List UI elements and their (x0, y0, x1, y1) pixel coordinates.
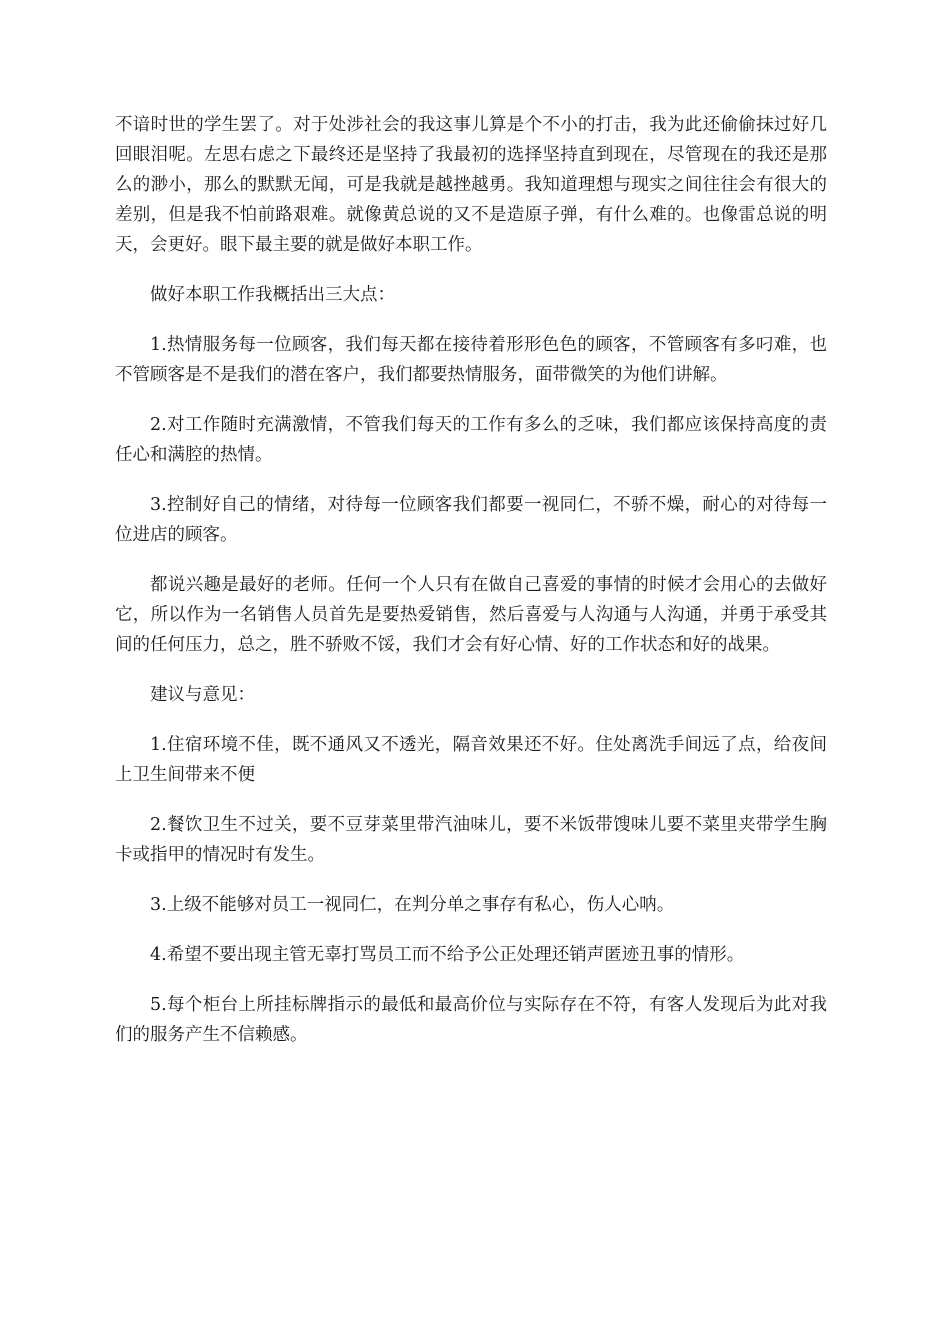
paragraph-suggestion-5: 5.每个柜台上所挂标牌指示的最低和最高价位与实际存在不符，有客人发现后为此对我们的服务产生不信赖感。 (115, 995, 827, 1045)
paragraph-suggestion-4: 4.希望不要出现主管无辜打骂员工而不给予公正处理还销声匿迹丑事的情形。 (150, 945, 745, 965)
paragraph-duty-3: 3.控制好自己的情绪，对待每一位顾客我们都要一视同仁，不骄不燥，耐心的对待每一位进店的顾客。 (115, 495, 827, 545)
paragraph-interest: 都说兴趣是最好的老师。任何一个人只有在做自己喜爱的事情的时候才会用心的去做好它，所以作为一名销售人员首先是要热爱销售，然后喜爱与人沟通与人沟通，并勇于承受其间的任何压力，总之，胜不骄败不馁，我们才会有好心情、好的工作状态和好的战果。 (115, 575, 827, 655)
paragraph-suggestion-2: 2.餐饮卫生不过关，要不豆芽菜里带汽油味儿，要不米饭带馊味儿要不菜里夹带学生胸卡或指甲的情况时有发生。 (115, 815, 827, 865)
paragraph-suggestion-3: 3.上级不能够对员工一视同仁，在判分单之事存有私心，伤人心呐。 (150, 895, 675, 915)
document-page (115, 110, 827, 1070)
paragraph-duties-intro: 做好本职工作我概括出三大点： (150, 285, 395, 305)
paragraph-duty-1: 1.热情服务每一位顾客，我们每天都在接待着形形色色的顾客，不管顾客有多叼难，也不管顾客是不是我们的潜在客户，我们都要热情服务，面带微笑的为他们讲解。 (115, 335, 827, 385)
paragraph-suggestion-1: 1.住宿环境不佳，既不通风又不透光，隔音效果还不好。住处离洗手间远了点，给夜间上卫生间带来不便 (115, 735, 827, 785)
paragraph-suggestions-heading: 建议与意见： (150, 685, 255, 705)
paragraph-duty-2: 2.对工作随时充满激情，不管我们每天的工作有多么的乏味，我们都应该保持高度的责任心和满腔的热情。 (115, 415, 827, 465)
paragraph-continuation: 不谙时世的学生罢了。对于处涉社会的我这事儿算是个不小的打击，我为此还偷偷抹过好几回眼泪呢。左思右虑之下最终还是坚持了我最初的选择坚持直到现在，尽管现在的我还是那么的渺小，那么的默默无闻，可是我就是越挫越勇。我知道理想与现实之间往往会有很大的差别，但是我不怕前路艰难。就像黄总说的又不是造原子弹，有什么难的。也像雷总说的明天，会更好。眼下最主要的就是做好本职工作。 (115, 115, 827, 255)
